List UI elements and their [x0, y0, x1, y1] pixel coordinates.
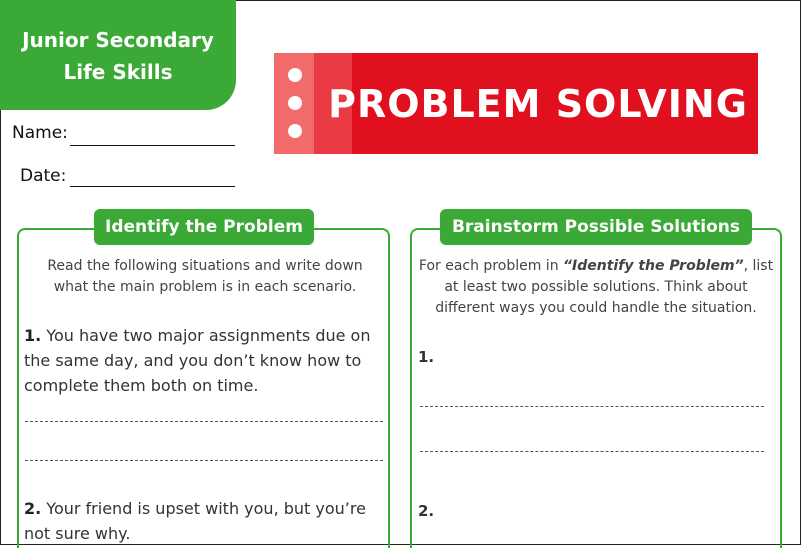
question-1	[24, 323, 374, 398]
question-1-number: 1.	[24, 326, 42, 345]
identify-instructions: Read the following situations and write down what the main problem is in each scenario.	[47, 258, 363, 295]
identify-problem-title: Identify the Problem	[94, 209, 314, 245]
question-2-number: 2.	[24, 499, 42, 518]
name-label: Name:	[12, 123, 68, 143]
page-title: PROBLEM SOLVING	[328, 81, 748, 126]
question-2	[24, 496, 386, 546]
title-banner	[274, 53, 758, 154]
course-line-2: Life Skills	[63, 60, 173, 84]
course-badge	[0, 0, 236, 110]
bullet-dot-icon	[288, 124, 302, 138]
answer-line[interactable]	[25, 421, 383, 422]
brainstorm-title: Brainstorm Possible Solutions	[440, 209, 752, 245]
name-line[interactable]	[70, 145, 235, 146]
instr-emphasis: “Identify the Problem”	[563, 258, 744, 274]
solution-1-number: 1.	[418, 348, 435, 366]
bullet-dot-icon	[288, 96, 302, 110]
solution-2-number: 2.	[418, 502, 435, 520]
date-label: Date:	[20, 166, 67, 186]
answer-line[interactable]	[420, 451, 764, 452]
answer-line[interactable]	[25, 460, 383, 461]
bullet-dot-icon	[288, 68, 302, 82]
answer-line[interactable]	[420, 406, 764, 407]
course-line-1: Junior Secondary	[22, 28, 214, 52]
instr-part-b: , list at least two possible solutions. Think about different ways you could handle the situation.	[435, 258, 774, 316]
brainstorm-instructions	[416, 256, 776, 319]
question-1-text: You have two major assignments due on the same day, and you don’t know how to complete them both on time.	[24, 326, 371, 395]
instr-part-a: For each problem in	[418, 258, 564, 274]
question-2-text: Your friend is upset with you, but you’re not sure why.	[24, 499, 366, 543]
date-line[interactable]	[70, 186, 235, 187]
